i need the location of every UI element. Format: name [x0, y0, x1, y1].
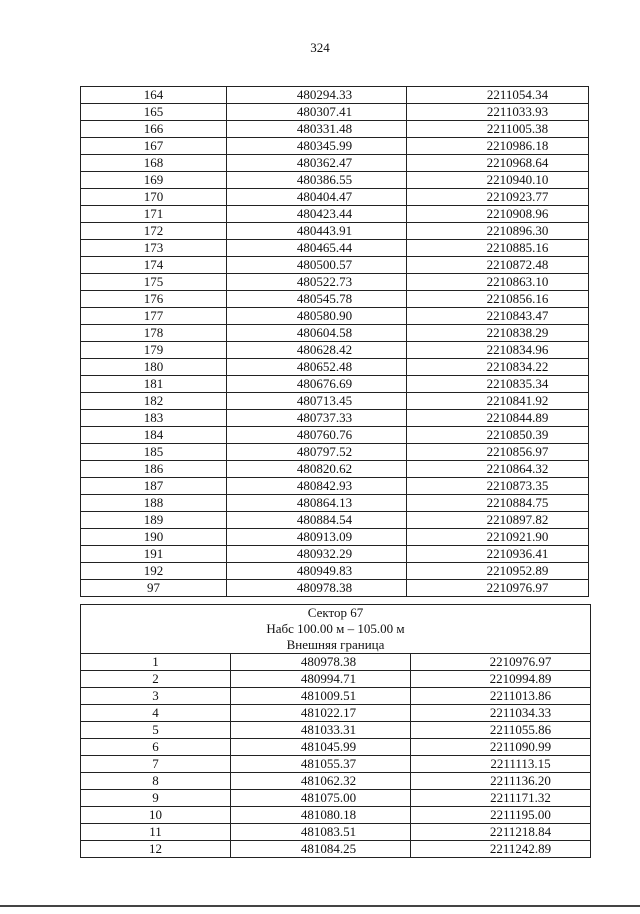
table-row	[81, 206, 589, 223]
y-coordinate: 2210873.35	[407, 478, 589, 495]
y-coordinate: 2210994.89	[411, 671, 591, 688]
x-coordinate: 480820.62	[227, 461, 407, 478]
table-row	[81, 240, 589, 257]
x-coordinate: 480884.54	[227, 512, 407, 529]
point-number: 171	[81, 206, 227, 223]
x-coordinate: 480404.47	[227, 189, 407, 206]
y-coordinate: 2210952.89	[407, 563, 589, 580]
point-number: 191	[81, 546, 227, 563]
table-row	[81, 546, 589, 563]
point-number: 186	[81, 461, 227, 478]
y-coordinate: 2210986.18	[407, 138, 589, 155]
y-coordinate: 2210864.32	[407, 461, 589, 478]
y-coordinate: 2211218.84	[411, 824, 591, 841]
point-number: 172	[81, 223, 227, 240]
x-coordinate: 481045.99	[231, 739, 411, 756]
x-coordinate: 481055.37	[231, 756, 411, 773]
boundary-row	[81, 637, 591, 654]
x-coordinate: 480676.69	[227, 376, 407, 393]
y-coordinate: 2210856.97	[407, 444, 589, 461]
table-row	[81, 325, 589, 342]
point-number: 169	[81, 172, 227, 189]
y-coordinate: 2210976.97	[411, 654, 591, 671]
x-coordinate: 481033.31	[231, 722, 411, 739]
table-row	[81, 223, 589, 240]
point-number: 190	[81, 529, 227, 546]
table-row	[81, 563, 589, 580]
point-number: 180	[81, 359, 227, 376]
x-coordinate: 480978.38	[231, 654, 411, 671]
x-coordinate: 480423.44	[227, 206, 407, 223]
table-row	[81, 410, 589, 427]
x-coordinate: 480294.33	[227, 87, 407, 104]
table-row	[81, 773, 591, 790]
y-coordinate: 2211054.34	[407, 87, 589, 104]
point-number: 181	[81, 376, 227, 393]
point-number: 97	[81, 580, 227, 597]
y-coordinate: 2210834.96	[407, 342, 589, 359]
point-number: 9	[81, 790, 231, 807]
y-coordinate: 2210843.47	[407, 308, 589, 325]
point-number: 183	[81, 410, 227, 427]
y-coordinate: 2210863.10	[407, 274, 589, 291]
point-number: 175	[81, 274, 227, 291]
x-coordinate: 480307.41	[227, 104, 407, 121]
table-row	[81, 824, 591, 841]
y-coordinate: 2210968.64	[407, 155, 589, 172]
x-coordinate: 480545.78	[227, 291, 407, 308]
y-coordinate: 2210908.96	[407, 206, 589, 223]
table-row	[81, 121, 589, 138]
point-number: 173	[81, 240, 227, 257]
x-coordinate: 481022.17	[231, 705, 411, 722]
x-coordinate: 480362.47	[227, 155, 407, 172]
table-row	[81, 274, 589, 291]
table-row	[81, 461, 589, 478]
point-number: 167	[81, 138, 227, 155]
x-coordinate: 480345.99	[227, 138, 407, 155]
point-number: 3	[81, 688, 231, 705]
x-coordinate: 480580.90	[227, 308, 407, 325]
sector-height-range: Набс 100.00 м – 105.00 м	[81, 621, 591, 637]
point-number: 8	[81, 773, 231, 790]
x-coordinate: 480842.93	[227, 478, 407, 495]
point-number: 166	[81, 121, 227, 138]
x-coordinate: 480864.13	[227, 495, 407, 512]
table-row	[81, 529, 589, 546]
x-coordinate: 480949.83	[227, 563, 407, 580]
y-coordinate: 2211034.33	[411, 705, 591, 722]
table-row	[81, 580, 589, 597]
page-number: 324	[310, 40, 330, 55]
point-number: 179	[81, 342, 227, 359]
table-row	[81, 87, 589, 104]
y-coordinate: 2210885.16	[407, 240, 589, 257]
table-row	[81, 342, 589, 359]
y-coordinate: 2210835.34	[407, 376, 589, 393]
x-coordinate: 480465.44	[227, 240, 407, 257]
x-coordinate: 481075.00	[231, 790, 411, 807]
point-number: 177	[81, 308, 227, 325]
y-coordinate: 2211090.99	[411, 739, 591, 756]
y-coordinate: 2210921.90	[407, 529, 589, 546]
x-coordinate: 480443.91	[227, 223, 407, 240]
y-coordinate: 2210897.82	[407, 512, 589, 529]
point-number: 168	[81, 155, 227, 172]
point-number: 2	[81, 671, 231, 688]
x-coordinate: 480932.29	[227, 546, 407, 563]
y-coordinate: 2210923.77	[407, 189, 589, 206]
table-row	[81, 671, 591, 688]
x-coordinate: 480628.42	[227, 342, 407, 359]
table-row	[81, 478, 589, 495]
y-coordinate: 2211195.00	[411, 807, 591, 824]
table-row	[81, 359, 589, 376]
point-number: 165	[81, 104, 227, 121]
table-row	[81, 512, 589, 529]
table-row	[81, 427, 589, 444]
x-coordinate: 480604.58	[227, 325, 407, 342]
coordinates-table-sector	[80, 604, 591, 858]
point-number: 192	[81, 563, 227, 580]
x-coordinate: 480760.76	[227, 427, 407, 444]
y-coordinate: 2210884.75	[407, 495, 589, 512]
point-number: 187	[81, 478, 227, 495]
x-coordinate: 480522.73	[227, 274, 407, 291]
y-coordinate: 2211013.86	[411, 688, 591, 705]
y-coordinate: 2210834.22	[407, 359, 589, 376]
point-number: 170	[81, 189, 227, 206]
table-row	[81, 705, 591, 722]
point-number: 7	[81, 756, 231, 773]
point-number: 184	[81, 427, 227, 444]
x-coordinate: 480978.38	[227, 580, 407, 597]
table-row	[81, 444, 589, 461]
x-coordinate: 480994.71	[231, 671, 411, 688]
y-coordinate: 2210856.16	[407, 291, 589, 308]
x-coordinate: 480713.45	[227, 393, 407, 410]
y-coordinate: 2211055.86	[411, 722, 591, 739]
table-row	[81, 393, 589, 410]
y-coordinate: 2211113.15	[411, 756, 591, 773]
y-coordinate: 2210838.29	[407, 325, 589, 342]
table-row	[81, 688, 591, 705]
y-coordinate: 2210940.10	[407, 172, 589, 189]
x-coordinate: 480797.52	[227, 444, 407, 461]
point-number: 164	[81, 87, 227, 104]
point-number: 10	[81, 807, 231, 824]
sector-height-row	[81, 621, 591, 637]
x-coordinate: 480386.55	[227, 172, 407, 189]
x-coordinate: 480652.48	[227, 359, 407, 376]
y-coordinate: 2210896.30	[407, 223, 589, 240]
y-coordinate: 2210936.41	[407, 546, 589, 563]
table-row	[81, 291, 589, 308]
table-row	[81, 308, 589, 325]
y-coordinate: 2211242.89	[411, 841, 591, 858]
point-number: 5	[81, 722, 231, 739]
x-coordinate: 481080.18	[231, 807, 411, 824]
table-row	[81, 155, 589, 172]
x-coordinate: 481062.32	[231, 773, 411, 790]
table-row	[81, 257, 589, 274]
y-coordinate: 2211033.93	[407, 104, 589, 121]
point-number: 178	[81, 325, 227, 342]
sector-title-row	[81, 605, 591, 622]
x-coordinate: 480331.48	[227, 121, 407, 138]
table-row	[81, 790, 591, 807]
y-coordinate: 2210844.89	[407, 410, 589, 427]
x-coordinate: 480500.57	[227, 257, 407, 274]
x-coordinate: 481084.25	[231, 841, 411, 858]
point-number: 4	[81, 705, 231, 722]
coordinates-table-continued	[80, 86, 589, 597]
point-number: 6	[81, 739, 231, 756]
y-coordinate: 2210841.92	[407, 393, 589, 410]
table-row	[81, 654, 591, 671]
point-number: 174	[81, 257, 227, 274]
boundary-label: Внешняя граница	[81, 637, 591, 654]
table-row	[81, 376, 589, 393]
point-number: 1	[81, 654, 231, 671]
table-row	[81, 807, 591, 824]
y-coordinate: 2210976.97	[407, 580, 589, 597]
table-row	[81, 841, 591, 858]
point-number: 185	[81, 444, 227, 461]
table-row	[81, 495, 589, 512]
x-coordinate: 480913.09	[227, 529, 407, 546]
table-row	[81, 104, 589, 121]
y-coordinate: 2211136.20	[411, 773, 591, 790]
scan-edge-line	[0, 905, 640, 907]
point-number: 182	[81, 393, 227, 410]
point-number: 12	[81, 841, 231, 858]
point-number: 176	[81, 291, 227, 308]
table-row	[81, 756, 591, 773]
x-coordinate: 481083.51	[231, 824, 411, 841]
table-row	[81, 722, 591, 739]
table-row	[81, 189, 589, 206]
y-coordinate: 2210850.39	[407, 427, 589, 444]
y-coordinate: 2210872.48	[407, 257, 589, 274]
x-coordinate: 481009.51	[231, 688, 411, 705]
point-number: 189	[81, 512, 227, 529]
table-row	[81, 138, 589, 155]
point-number: 11	[81, 824, 231, 841]
sector-title: Сектор 67	[81, 605, 591, 622]
table-row	[81, 739, 591, 756]
x-coordinate: 480737.33	[227, 410, 407, 427]
y-coordinate: 2211171.32	[411, 790, 591, 807]
table-row	[81, 172, 589, 189]
y-coordinate: 2211005.38	[407, 121, 589, 138]
point-number: 188	[81, 495, 227, 512]
